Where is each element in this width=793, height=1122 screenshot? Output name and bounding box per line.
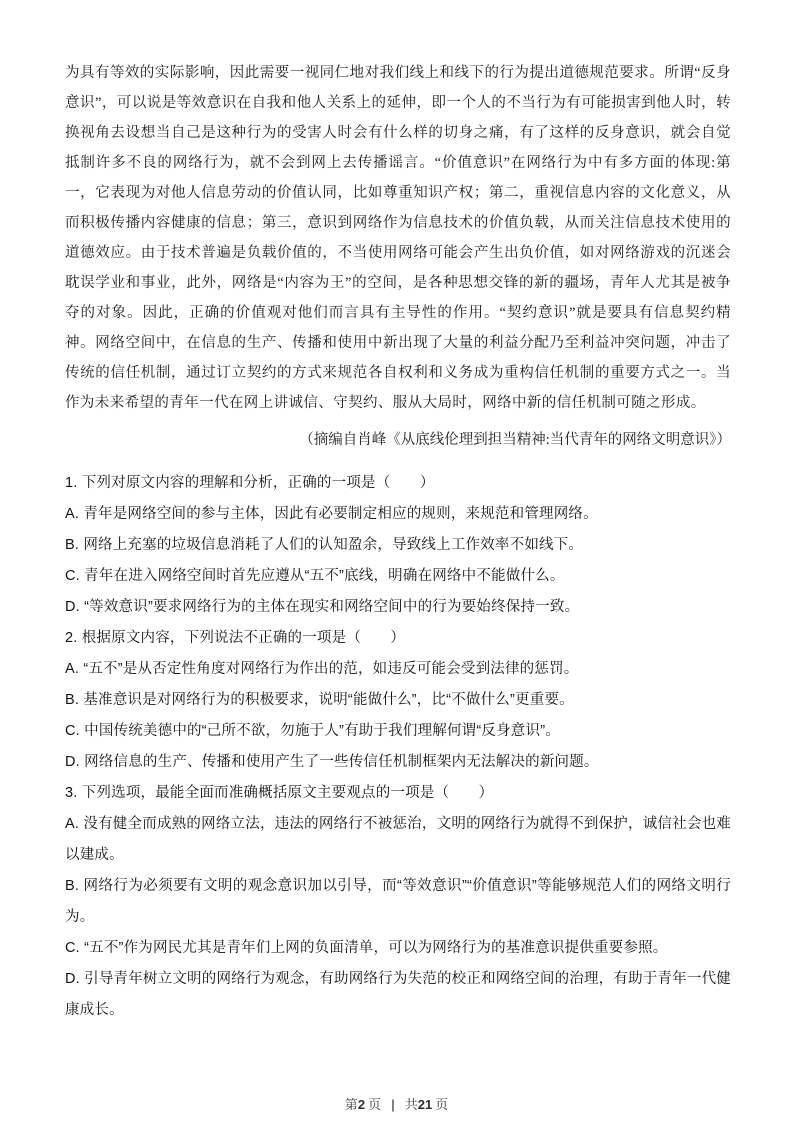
total-pages-prefix: 共	[404, 1097, 418, 1112]
passage-text: 为具有等效的实际影响，因此需要一视同仁地对我们线上和线下的行为提出道德规范要求。所谓“反身意识”，可以说是等效意识在自我和他人关系上的延伸，即一个人的不当行为有可能损害到他人时，转换视角去设想当自己是这种行为的受害人时会有什么样的切身之痛，有了这样的反身意识，就会自觉抵制许多不良的网络行为，就不会到网上去传播谣言。“价值意识”在网络行为中有多方面的体现:第一，它表现为对他人信息劳动的价值认同，比如尊重知识产权；第二，重视信息内容的文化意义，从而积极传播内容健康的信息；第三，意识到网络作为信息技术的价值负载，从而关注信息技术使用的道德效应。由于技术普遍是负载价值的，不当使用网络可能会产生出负价值，如对网络游戏的沉迷会耽误学业和事业，此外，网络是“内容为王”的空间，是各种思想交锋的新的疆场，青年人尤其是被争夺的对象。因此，正确的价值观对他们而言具有主导性的作用。“契约意识”就是要具有信息契约精神。网络空间中，在信息的生产、传播和使用中新出现了大量的利益分配乃至利益冲突问题，冲击了传统的信任机制，通过订立契约的方式来规范各自权利和义务成为重构信任机制的重要方式之一。当作为未来希望的青年一代在网上讲诚信、守契约、服从大局时，网络中新的信任机制可随之形成。	[65, 65, 731, 411]
page-footer	[0, 1094, 793, 1113]
question-1-option-b: B. 网络上充塞的垃圾信息消耗了人们的认知盈余，导致线上工作效率不如线下。	[65, 537, 584, 553]
question-1-option-d: D. “等效意识”要求网络行为的主体在现实和网络空间中的行为要始终保持一致。	[65, 599, 580, 615]
question-3-option-a: A. 没有健全而成熟的网络立法，违法的网络行不被惩治，文明的网络行为就得不到保护，诚信社会也难以建成。	[65, 816, 731, 863]
page-number-current: 2	[357, 1097, 366, 1112]
questions-section	[65, 468, 731, 1026]
question-3-stem: 3. 下列选项，最能全面而准确概括原文主要观点的一项是（ ）	[65, 785, 494, 801]
question-2-option-b: B. 基准意识是对网络行为的积极要求，说明“能做什么”，比“不做什么”更重要。	[65, 692, 574, 708]
question-2-option-c: C. 中国传统美德中的“己所不欲，勿施于人”有助于我们理解何谓“反身意识”。	[65, 723, 560, 739]
document-page	[65, 58, 731, 1026]
question-3-option-c: C. “五不”作为网民尤其是青年们上网的负面清单，可以为网络行为的基准意识提供重要参照。	[65, 940, 668, 956]
total-pages-unit: 页	[435, 1097, 449, 1112]
question-3-option-b: B. 网络行为必须要有文明的观念意识加以引导，而“等效意识”“价值意识”等能够规范人们的网络文明行为。	[65, 878, 731, 925]
total-pages-count: 21	[417, 1097, 433, 1112]
question-2-option-a: A. “五不”是从否定性角度对网络行为作出的范，如违反可能会受到法律的惩罚。	[65, 661, 579, 677]
question-1-stem: 1. 下列对原文内容的理解和分析，正确的一项是（ ）	[65, 475, 435, 491]
question-3	[65, 778, 731, 1026]
question-2	[65, 623, 731, 778]
question-2-stem: 2. 根据原文内容，下列说法不正确的一项是（ ）	[65, 630, 406, 646]
page-number-prefix: 第	[344, 1097, 358, 1112]
question-2-option-d: D. 网络信息的生产、传播和使用产生了一些传信任机制框架内无法解决的新问题。	[65, 754, 599, 770]
question-1-option-a: A. 青年是网络空间的参与主体，因此有必要制定相应的规则，来规范和管理网络。	[65, 506, 598, 522]
question-1	[65, 468, 731, 623]
page-number-unit: 页	[368, 1097, 382, 1112]
footer-separator: |	[391, 1097, 395, 1112]
question-1-option-c: C. 青年在进入网络空间时首先应遵从“五不”底线，明确在网络中不能做什么。	[65, 568, 565, 584]
passage-attribution: （摘编自肖峰《从底线伦理到担当精神:当代青年的网络文明意识》）	[299, 432, 731, 448]
question-3-option-d: D. 引导青年树立文明的网络行为观念，有助网络行为失范的校正和网络空间的治理，有助于青年一代健康成长。	[65, 971, 731, 1018]
